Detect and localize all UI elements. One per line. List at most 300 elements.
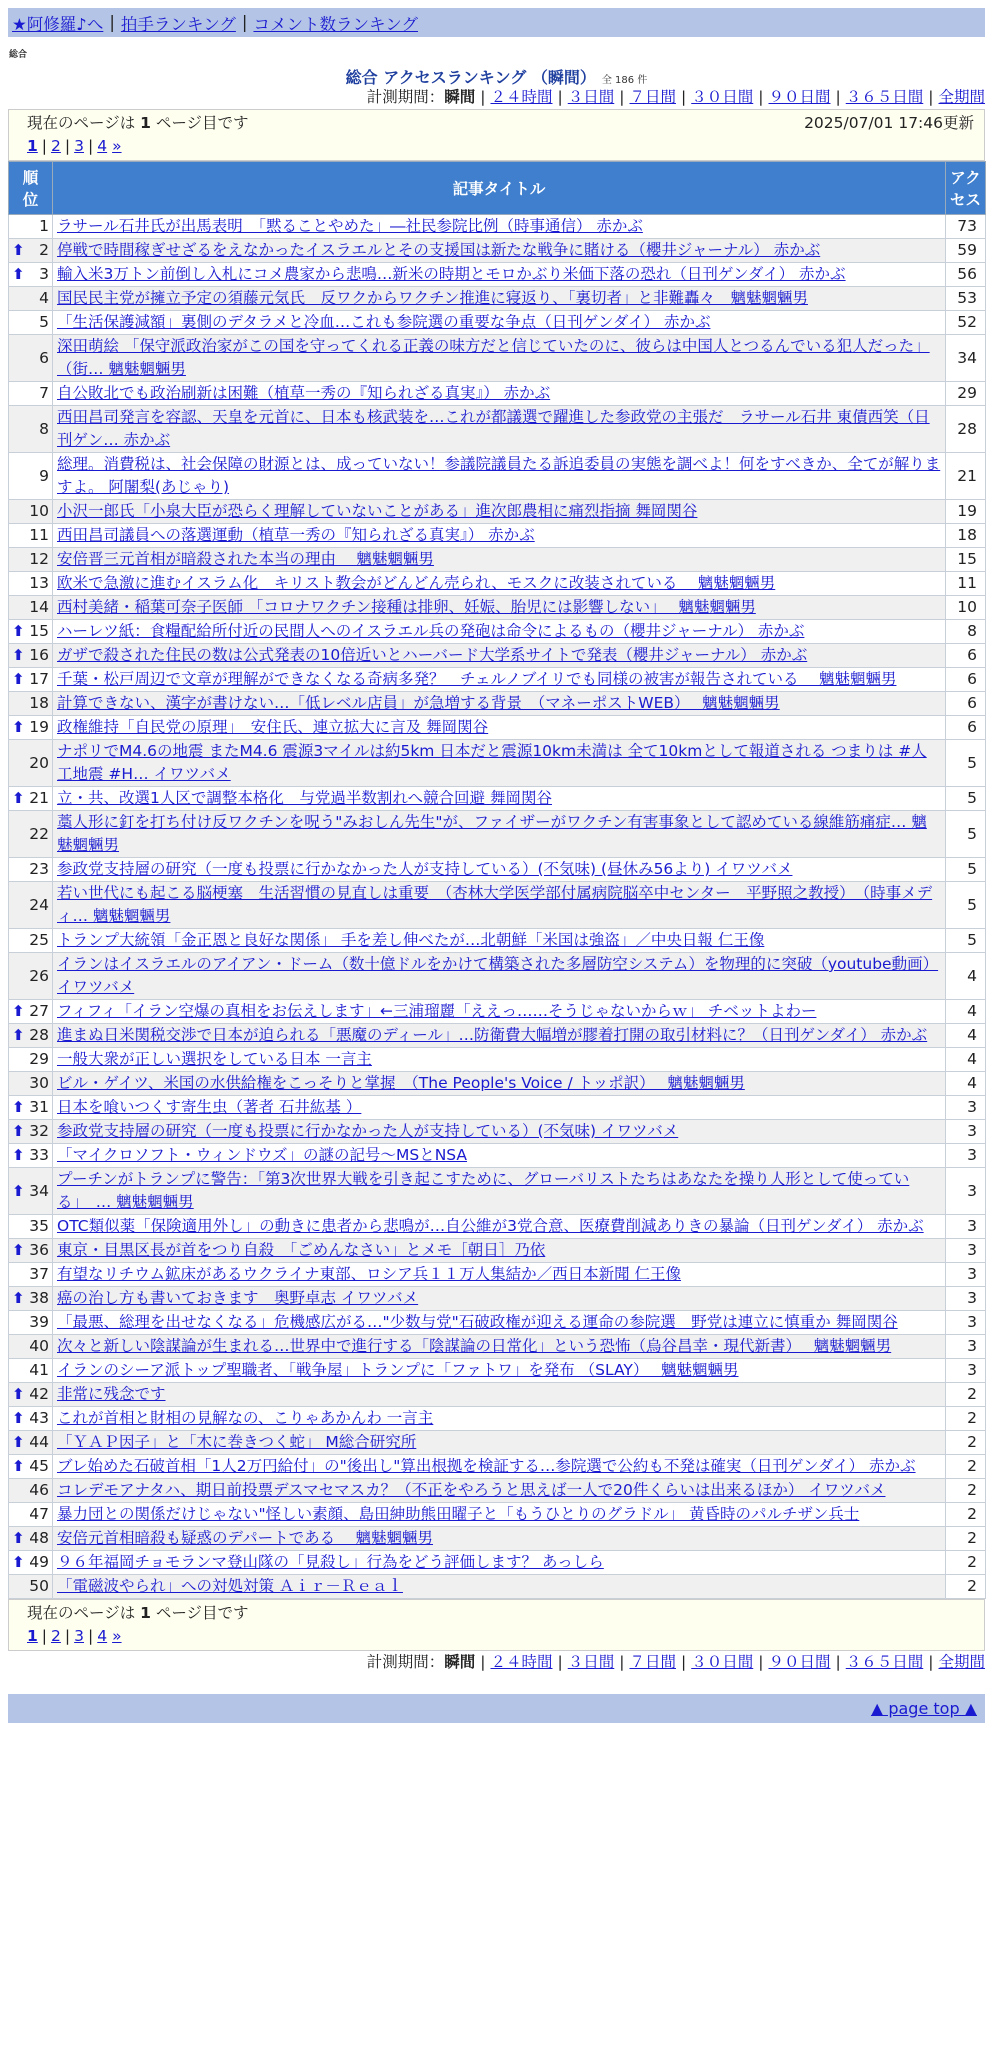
updated-timestamp: 2025/07/01 17:46更新 xyxy=(804,114,974,132)
access-count: 5 xyxy=(946,811,986,858)
article-link[interactable]: プーチンがトランプに警告：「第3次世界大戦を引き起こすために、グローバリストたちはあなたを操り人形として使っている」 … 魑魅魍魎男 xyxy=(57,1170,910,1211)
article-link[interactable]: 自公敗北でも政治刷新は困難（植草一秀の『知られざる真実』） 赤かぶ xyxy=(57,384,551,402)
access-count: 18 xyxy=(946,524,986,548)
rank-number: 4 xyxy=(39,289,49,307)
title-cell xyxy=(53,382,946,406)
access-count: 28 xyxy=(946,406,986,453)
rank-cell xyxy=(9,692,53,716)
article-link[interactable]: 西田昌司発言を容認、天皇を元首に、日本も核武装を…これが都議選で躍進した参政党の主張だ ラサール石井 東債西笑（日刊ゲン… 赤かぶ xyxy=(57,408,930,449)
rank-up-arrow-icon: ⬆ xyxy=(12,789,25,807)
table-row xyxy=(9,1024,986,1048)
rank-number: 23 xyxy=(29,860,49,878)
table-row xyxy=(9,1575,986,1599)
title-cell xyxy=(53,311,946,335)
table-row xyxy=(9,740,986,787)
nav-separator: | xyxy=(109,13,115,32)
article-link[interactable]: 「マイクロソフト・ウィンドウズ」の謎の記号～MSとNSA xyxy=(57,1146,468,1164)
rank-number: 10 xyxy=(29,502,49,520)
page-link[interactable]: 3 xyxy=(74,1627,85,1645)
page-link[interactable]: 4 xyxy=(97,1627,108,1645)
rank-up-arrow-icon: ⬆ xyxy=(12,1529,25,1547)
rank-cell xyxy=(9,1503,53,1527)
rank-number: 9 xyxy=(39,466,49,485)
title-cell xyxy=(53,858,946,882)
access-count: 3 xyxy=(946,1239,986,1263)
rank-cell xyxy=(9,453,53,500)
table-row xyxy=(9,1431,986,1455)
article-link[interactable]: ９６年福岡チョモランマ登山隊の「見殺し」行為をどう評価します？ あっしら xyxy=(57,1553,604,1571)
access-count: 3 xyxy=(946,1287,986,1311)
title-cell xyxy=(53,453,946,500)
access-column-header: アク セス xyxy=(946,162,986,215)
period-separator: | xyxy=(681,88,687,106)
article-link[interactable]: 「電磁波やられ」への対処対策 Ａｉｒ－Ｒｅａｌ xyxy=(57,1577,403,1595)
ranking-table-body xyxy=(9,215,986,1599)
title-cell xyxy=(53,548,946,572)
access-count: 2 xyxy=(946,1527,986,1551)
article-link[interactable]: 停戦で時間稼ぎせざるをえなかったイスラエルとその支援国は新たな戦争に賭ける（櫻井ジャーナル） 赤かぶ xyxy=(57,241,821,259)
period-separator: | xyxy=(928,1653,934,1671)
access-count: 19 xyxy=(946,500,986,524)
article-link[interactable]: 次々と新しい陰謀論が生まれる…世界中で進行する「陰謀論の日常化」という恐怖（烏谷昌幸・現代新書） 魑魅魍魎男 xyxy=(57,1337,892,1355)
table-row xyxy=(9,1263,986,1287)
article-link[interactable]: 「最悪、総理を出せなくなる」危機感広がる…"少数与党"石破政権が迎える運命の参院選 野党は連立に慎重か 舞岡関谷 xyxy=(57,1313,898,1331)
period-option-link[interactable]: ３日間 xyxy=(567,1653,615,1671)
article-link[interactable]: 安倍元首相暗殺も疑惑のデパートである 魑魅魍魎男 xyxy=(57,1529,433,1547)
category-label: 総合 xyxy=(9,50,28,60)
rank-number: 17 xyxy=(29,670,49,688)
title-cell xyxy=(53,692,946,716)
article-link[interactable]: 癌の治し方も書いておきます 奥野卓志 イワツバメ xyxy=(57,1289,419,1307)
table-row xyxy=(9,1527,986,1551)
title-cell xyxy=(53,239,946,263)
page-link[interactable]: 3 xyxy=(74,137,85,155)
period-current: 瞬間 xyxy=(444,1653,476,1671)
rank-number: 33 xyxy=(29,1146,49,1164)
article-link[interactable]: イランはイスラエルのアイアン・ドーム（数十億ドルをかけて構築された多層防空システム）を物理的に突破（youtube動画） イワツバメ xyxy=(57,955,939,996)
article-link[interactable]: 小沢一郎氏「小泉大臣が恐らく理解していないことがある」進次郎農相に痛烈指摘 舞岡関谷 xyxy=(57,502,698,520)
article-link[interactable]: 西田昌司議員への落選運動（植草一秀の『知られざる真実』） 赤かぶ xyxy=(57,526,535,544)
period-label: 計測期間： xyxy=(366,1653,445,1671)
rank-number: 3 xyxy=(39,265,49,283)
title-cell xyxy=(53,716,946,740)
title-cell xyxy=(53,287,946,311)
rank-cell xyxy=(9,858,53,882)
period-option-link[interactable]: ２４時間 xyxy=(490,1653,553,1671)
rank-cell xyxy=(9,1048,53,1072)
table-row xyxy=(9,1215,986,1239)
pager-bottom xyxy=(8,1599,985,1651)
access-count: 8 xyxy=(946,620,986,644)
page-status-bottom: 現在のページは 1 ページ目です xyxy=(27,1604,249,1622)
access-count: 6 xyxy=(946,644,986,668)
access-count: 3 xyxy=(946,1311,986,1335)
rank-cell xyxy=(9,620,53,644)
title-cell xyxy=(53,787,946,811)
next-page-link[interactable]: » xyxy=(112,1627,122,1645)
rank-cell xyxy=(9,1479,53,1503)
title-cell xyxy=(53,953,946,1000)
rank-number: 44 xyxy=(29,1433,49,1451)
title-cell xyxy=(53,215,946,239)
title-cell xyxy=(53,620,946,644)
access-count: 5 xyxy=(946,787,986,811)
article-link[interactable]: 東京・目黒区長が首をつり自殺 「ごめんなさい」とメモ［朝日］乃依 xyxy=(57,1241,546,1259)
table-row xyxy=(9,311,986,335)
period-option-link[interactable]: ３６５日間 xyxy=(845,88,924,106)
page-current: 1 xyxy=(27,1627,38,1645)
title-cell xyxy=(53,1407,946,1431)
page-link[interactable]: 2 xyxy=(51,1627,61,1645)
access-count: 10 xyxy=(946,596,986,620)
table-row xyxy=(9,524,986,548)
access-count: 4 xyxy=(946,1024,986,1048)
rank-number: 24 xyxy=(29,895,49,914)
access-count: 5 xyxy=(946,929,986,953)
rank-cell xyxy=(9,572,53,596)
rank-number: 37 xyxy=(29,1265,49,1283)
title-cell xyxy=(53,1359,946,1383)
article-link[interactable]: 参政党支持層の研究（一度も投票に行かなかった人が支持している）(不気味) (昼休み56より) イワツバメ xyxy=(57,860,793,878)
rank-number: 48 xyxy=(29,1529,49,1547)
rank-cell xyxy=(9,1215,53,1239)
rank-up-arrow-icon: ⬆ xyxy=(12,1553,25,1571)
table-row xyxy=(9,572,986,596)
access-count: 34 xyxy=(946,335,986,382)
rank-number: 32 xyxy=(29,1122,49,1140)
title-cell xyxy=(53,929,946,953)
article-link[interactable]: 非常に残念です xyxy=(57,1385,166,1403)
table-row xyxy=(9,263,986,287)
rank-up-arrow-icon: ⬆ xyxy=(12,622,25,640)
rank-cell xyxy=(9,787,53,811)
page-current: 1 xyxy=(27,137,38,155)
rank-number: 27 xyxy=(29,1002,49,1020)
article-link[interactable]: 欧米で急激に進むイスラム化 キリスト教会がどんどん売られ、モスクに改装されている 魑魅魍魎男 xyxy=(57,574,776,592)
page-top-link[interactable]: ▲ page top ▲ xyxy=(870,1699,977,1718)
rank-cell xyxy=(9,1527,53,1551)
period-separator: | xyxy=(557,1653,563,1671)
title-cell xyxy=(53,1072,946,1096)
article-link[interactable]: ガザで殺された住民の数は公式発表の10倍近いとハーバード大学系サイトで発表（櫻井ジャーナル） 赤かぶ xyxy=(57,646,808,664)
rank-cell xyxy=(9,716,53,740)
rank-up-arrow-icon: ⬆ xyxy=(12,1241,25,1259)
rank-number: 36 xyxy=(29,1241,49,1259)
access-count: 6 xyxy=(946,716,986,740)
page-separator: | xyxy=(41,137,48,155)
period-current: 瞬間 xyxy=(444,88,476,106)
footer-bar xyxy=(8,1694,985,1723)
table-row xyxy=(9,692,986,716)
period-separator: | xyxy=(758,88,764,106)
access-count: 29 xyxy=(946,382,986,406)
access-count: 3 xyxy=(946,1215,986,1239)
rank-cell xyxy=(9,263,53,287)
article-link[interactable]: フィフィ「イラン空爆の真相をお伝えします」←三浦瑠麗「ええっ……そうじゃないからｗ」 チベットよわー xyxy=(57,1002,817,1020)
rank-cell xyxy=(9,740,53,787)
rank-cell xyxy=(9,953,53,1000)
rank-cell xyxy=(9,1287,53,1311)
rank-up-arrow-icon: ⬆ xyxy=(12,1098,25,1116)
rank-number: 29 xyxy=(29,1050,49,1068)
table-row xyxy=(9,335,986,382)
title-cell xyxy=(53,1383,946,1407)
rank-cell xyxy=(9,406,53,453)
page-separator: | xyxy=(88,1627,94,1645)
table-row xyxy=(9,858,986,882)
rank-column-header: 順 位 xyxy=(9,162,53,215)
article-link[interactable]: 進まぬ日米関税交渉で日本が迫られる「悪魔のディール」…防衛費大幅増が膠着打開の取引材料に？（日刊ゲンダイ） 赤かぶ xyxy=(57,1026,928,1044)
table-row xyxy=(9,1239,986,1263)
total-count: 全 186 件 xyxy=(601,75,648,86)
rank-number: 47 xyxy=(29,1505,49,1523)
rank-number: 12 xyxy=(29,550,49,568)
period-option-link[interactable]: ９０日間 xyxy=(768,1653,831,1671)
title-column-header: 記事タイトル xyxy=(53,162,946,215)
period-option-link[interactable]: ２４時間 xyxy=(490,88,553,106)
access-count: 2 xyxy=(946,1431,986,1455)
rank-number: 38 xyxy=(29,1289,49,1307)
article-link[interactable]: コレデモアナタハ、期日前投票デスマセマスカ？（不正をやろうと思えば一人で20件くらいは出来るほか） イワツバメ xyxy=(57,1481,886,1499)
rank-number: 50 xyxy=(29,1577,49,1595)
article-link[interactable]: 藁人形に釘を打ち付け反ワクチンを呪う"みおしん先生"が、ファイザーがワクチン有害事象として認めている線維筋痛症… 魑魅魍魎男 xyxy=(57,813,927,854)
article-link[interactable]: ブレ始めた石破首相「1人2万円給付」の"後出し"算出根拠を検証する…参院選で公約も不発は確実（日刊ゲンダイ） 赤かぶ xyxy=(57,1457,916,1475)
title-cell xyxy=(53,572,946,596)
rank-up-arrow-icon: ⬆ xyxy=(12,1457,25,1475)
rank-cell xyxy=(9,1072,53,1096)
access-count: 6 xyxy=(946,692,986,716)
rank-number: 18 xyxy=(29,694,49,712)
table-row xyxy=(9,1551,986,1575)
rank-up-arrow-icon: ⬆ xyxy=(12,1026,25,1044)
title-cell xyxy=(53,1575,946,1599)
period-option-link[interactable]: ７日間 xyxy=(629,1653,676,1671)
rank-number: 14 xyxy=(29,598,49,616)
article-link[interactable]: ナポリでM4.6の地震 またM4.6 震源3マイルは約5km 日本だと震源10km未満は 全て10kmとして報道される つまりは #人工地震 #H… イワツバメ xyxy=(57,742,927,783)
article-link[interactable]: 西村美緒・稲葉可奈子医師 「コロナワクチン接種は排卵、妊娠、胎児には影響しない」 魑魅魍魎男 xyxy=(57,598,756,616)
page-separator: | xyxy=(88,137,94,155)
access-count: 2 xyxy=(946,1551,986,1575)
rank-number: 7 xyxy=(39,384,49,402)
table-row xyxy=(9,548,986,572)
access-count: 53 xyxy=(946,287,986,311)
access-count: 73 xyxy=(946,215,986,239)
title-cell xyxy=(53,335,946,382)
article-link[interactable]: 国民民主党が擁立予定の須藤元気氏 反ワクからワクチン推進に寝返り、「裏切者」と非難轟々 魑魅魍魎男 xyxy=(57,289,808,307)
title-cell xyxy=(53,1431,946,1455)
access-count: 15 xyxy=(946,548,986,572)
article-link[interactable]: これが首相と財相の見解なの、こりゃあかんわ 一言主 xyxy=(57,1409,434,1427)
article-link[interactable]: 一般大衆が正しい選択をしている日本 一言主 xyxy=(57,1050,372,1068)
article-link[interactable]: 安倍晋三元首相が暗殺された本当の理由 魑魅魍魎男 xyxy=(57,550,434,568)
period-option-link[interactable]: ３６５日間 xyxy=(845,1653,924,1671)
article-link[interactable]: ビル・ゲイツ、米国の水供給権をこっそりと掌握 （The People's Voice / トッポ訳） 魑魅魍魎男 xyxy=(57,1074,745,1092)
title-cell xyxy=(53,882,946,929)
period-option-link[interactable]: 全期間 xyxy=(938,1653,985,1671)
period-selector-top xyxy=(0,86,985,109)
period-option-link[interactable]: 全期間 xyxy=(938,88,985,106)
title-cell xyxy=(53,1455,946,1479)
table-row xyxy=(9,287,986,311)
comment-ranking-link[interactable]: コメント数ランキング xyxy=(253,14,418,34)
access-count: 3 xyxy=(946,1168,986,1215)
rank-up-arrow-icon: ⬆ xyxy=(12,1122,25,1140)
table-row xyxy=(9,811,986,858)
article-link[interactable]: トランプ大統領「金正恩と良好な関係」 手を差し伸べたが…北朝鮮「米国は強盗」／中央日報 仁王像 xyxy=(57,931,765,949)
table-row xyxy=(9,929,986,953)
period-separator: | xyxy=(480,1653,486,1671)
article-link[interactable]: 若い世代にも起こる脳梗塞 生活習慣の見直しは重要 （杏林大学医学部付属病院脳卒中センター 平野照之教授） （時事メディ… 魑魅魍魎男 xyxy=(57,884,933,925)
article-link[interactable]: 計算できない、漢字が書けない…「低レベル店員」が急増する背景 （マネーポストWEB） 魑魅魍魎男 xyxy=(57,694,780,712)
article-link[interactable]: 政権維持「自民党の原理」 安住氏、連立拡大に言及 舞岡関谷 xyxy=(57,718,489,736)
rank-up-arrow-icon: ⬆ xyxy=(12,1433,25,1451)
article-link[interactable]: 総理。消費税は、社会保障の財源とは、成っていない！参議院議員たる訴追委員の実態を調べよ！何をすべきか、全てが解りますよ。 阿闍梨(あじゃり) xyxy=(57,455,941,496)
rank-number: 11 xyxy=(29,526,49,544)
page-links-top xyxy=(27,134,974,158)
rank-number: 28 xyxy=(29,1026,49,1044)
title-cell xyxy=(53,500,946,524)
rank-cell xyxy=(9,811,53,858)
rank-cell xyxy=(9,1455,53,1479)
rank-cell xyxy=(9,1551,53,1575)
rank-cell xyxy=(9,644,53,668)
rank-cell xyxy=(9,287,53,311)
table-row xyxy=(9,453,986,500)
rank-cell xyxy=(9,382,53,406)
access-count: 59 xyxy=(946,239,986,263)
period-separator: | xyxy=(835,1653,841,1671)
access-count: 52 xyxy=(946,311,986,335)
page-link[interactable]: 2 xyxy=(51,137,61,155)
rank-number: 25 xyxy=(29,931,49,949)
title-cell xyxy=(53,1048,946,1072)
period-option-link[interactable]: ９０日間 xyxy=(768,88,831,106)
rank-up-arrow-icon: ⬆ xyxy=(12,670,25,688)
rank-up-arrow-icon: ⬆ xyxy=(12,265,25,283)
rank-cell xyxy=(9,929,53,953)
title-cell xyxy=(53,1335,946,1359)
table-row xyxy=(9,1287,986,1311)
rank-number: 39 xyxy=(29,1313,49,1331)
title-cell xyxy=(53,1120,946,1144)
article-link[interactable]: 「ＹＡＰ因子」と「木に巻きつく蛇」 M総合研究所 xyxy=(57,1433,417,1451)
rank-number: 22 xyxy=(29,824,49,843)
applause-ranking-link[interactable]: 拍手ランキング xyxy=(120,14,236,34)
rank-cell xyxy=(9,1096,53,1120)
rank-cell xyxy=(9,1335,53,1359)
rank-number: 2 xyxy=(39,241,49,259)
page-separator: | xyxy=(64,137,71,155)
title-cell xyxy=(53,1311,946,1335)
rank-number: 30 xyxy=(29,1074,49,1092)
article-link[interactable]: ハーレツ紙：食糧配給所付近の民間人へのイスラエル兵の発砲は命令によるもの（櫻井ジャーナル） 赤かぶ xyxy=(57,622,805,640)
rank-cell xyxy=(9,500,53,524)
article-link[interactable]: 「生活保護減額」裏側のデタラメと冷血…これも参院選の重要な争点（日刊ゲンダイ） 赤かぶ xyxy=(57,313,711,331)
table-row xyxy=(9,882,986,929)
table-row xyxy=(9,406,986,453)
period-separator: | xyxy=(480,88,486,106)
table-row xyxy=(9,1096,986,1120)
article-link[interactable]: 立・共、改選1人区で調整本格化 与党過半数割れへ競合回避 舞岡関谷 xyxy=(57,789,552,807)
access-count: 2 xyxy=(946,1479,986,1503)
period-option-link[interactable]: ７日間 xyxy=(629,88,676,106)
article-link[interactable]: 深田萌絵 「保守派政治家がこの国を守ってくれる正義の味方だと信じていたのに、彼らは中国人とつるんでいる犯人だった」（街… 魑魅魍魎男 xyxy=(57,337,930,378)
title-cell xyxy=(53,1096,946,1120)
title-cell xyxy=(53,740,946,787)
table-row xyxy=(9,1144,986,1168)
title-cell xyxy=(53,1000,946,1024)
table-row xyxy=(9,1455,986,1479)
title-cell xyxy=(53,1263,946,1287)
rank-up-arrow-icon: ⬆ xyxy=(12,1002,25,1020)
pager-top xyxy=(8,109,985,161)
table-row xyxy=(9,644,986,668)
rank-number: 1 xyxy=(39,217,49,235)
rank-number: 31 xyxy=(29,1098,49,1116)
page-link[interactable]: 4 xyxy=(97,137,108,155)
access-count: 5 xyxy=(946,882,986,929)
period-option-link[interactable]: ３０日間 xyxy=(691,88,754,106)
rank-cell xyxy=(9,1144,53,1168)
period-option-link[interactable]: ３日間 xyxy=(567,88,615,106)
access-count: 2 xyxy=(946,1503,986,1527)
rank-number: 35 xyxy=(29,1217,49,1235)
title-cell xyxy=(53,1551,946,1575)
access-count: 5 xyxy=(946,858,986,882)
period-separator: | xyxy=(619,1653,625,1671)
rank-cell xyxy=(9,1120,53,1144)
rank-number: 46 xyxy=(29,1481,49,1499)
table-row xyxy=(9,1048,986,1072)
table-row xyxy=(9,500,986,524)
page-separator: | xyxy=(64,1627,71,1645)
article-link[interactable]: イランのシーア派トップ聖職者、「戦争屋」トランプに「ファトワ」を発布 （SLAY） 魑魅魍魎男 xyxy=(57,1361,739,1379)
article-link[interactable]: 日本を喰いつくす寄生虫（著者 石井紘基 ） xyxy=(57,1098,362,1116)
table-row xyxy=(9,1120,986,1144)
table-row xyxy=(9,1311,986,1335)
rank-number: 8 xyxy=(39,419,49,438)
title-cell xyxy=(53,1503,946,1527)
title-cell xyxy=(53,1144,946,1168)
article-link[interactable]: 千葉・松戸周辺で文章が理解ができなくなる奇病多発？ チェルノブイリでも同様の被害が報告されている 魑魅魍魎男 xyxy=(57,670,897,688)
table-row xyxy=(9,1335,986,1359)
access-count: 11 xyxy=(946,572,986,596)
article-link[interactable]: ラサール石井氏が出馬表明 「黙ることやめた」―社民参院比例（時事通信） 赤かぶ xyxy=(57,217,643,235)
access-count: 2 xyxy=(946,1455,986,1479)
next-page-link[interactable]: » xyxy=(112,137,122,155)
title-cell xyxy=(53,406,946,453)
rank-up-arrow-icon: ⬆ xyxy=(12,1409,25,1427)
article-link[interactable]: 輸入米3万トン前倒し入札にコメ農家から悲鳴…新米の時期とモロかぶり米価下落の恐れ（日刊ゲンダイ） 赤かぶ xyxy=(57,265,846,283)
access-count: 3 xyxy=(946,1335,986,1359)
article-link[interactable]: OTC類似薬「保険適用外し」の動きに患者から悲鳴が…自公維が3党合意、医療費削減ありきの暴論（日刊ゲンダイ） 赤かぶ xyxy=(57,1217,924,1235)
rank-cell xyxy=(9,1359,53,1383)
home-link[interactable]: ★阿修羅♪へ xyxy=(12,14,104,34)
period-option-link[interactable]: ３０日間 xyxy=(691,1653,754,1671)
article-link[interactable]: 参政党支持層の研究（一度も投票に行かなかった人が支持している）(不気味) イワツバメ xyxy=(57,1122,679,1140)
rank-cell xyxy=(9,1383,53,1407)
page-links-bottom xyxy=(27,1624,974,1648)
table-row xyxy=(9,1359,986,1383)
title-cell xyxy=(53,524,946,548)
article-link[interactable]: 有望なリチウム鉱床があるウクライナ東部、ロシア兵１１万人集結か／西日本新聞 仁王像 xyxy=(57,1265,682,1283)
article-link[interactable]: 暴力団との関係だけじゃない"怪しい素顔、島田紳助熊田曜子と「もうひとりのグラドル」 黄昏時のパルチザン兵士 xyxy=(57,1505,860,1523)
rank-cell xyxy=(9,1431,53,1455)
access-count: 4 xyxy=(946,1048,986,1072)
rank-number: 40 xyxy=(29,1337,49,1355)
rank-cell xyxy=(9,1311,53,1335)
access-count: 2 xyxy=(946,1407,986,1431)
